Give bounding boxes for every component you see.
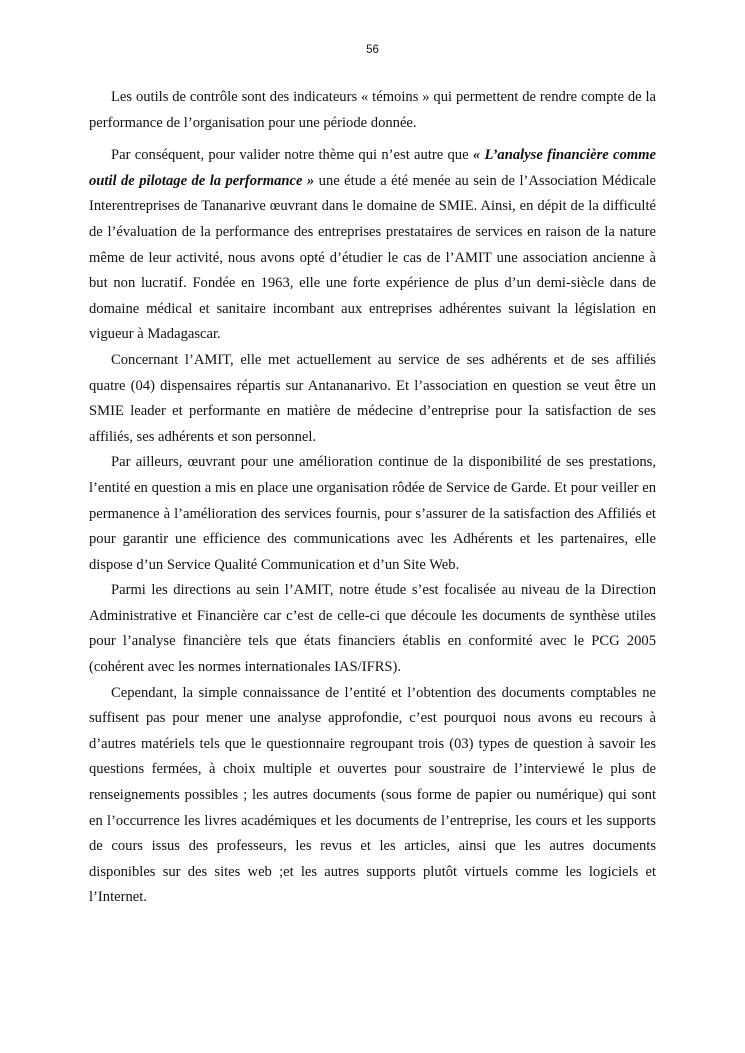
page-number: 56 — [366, 44, 379, 56]
paragraph-services: Par ailleurs, œuvrant pour une amélioration continue de la disponibilité de ses prestations, l’entité en question a mis en place une organisation rôdée de Service de Garde. Et pour veiller en permanence à l’amélioration des services fournis, pour s’assurer de la satisfaction des Affiliés et pour garantir une efficience des communications avec les Adhérents et les partenaires, elle dispose d’un Service Qualité Communication et d’un Site Web. — [89, 454, 656, 573]
paragraph-theme — [89, 143, 656, 348]
paragraph-direction: Parmi les directions au sein l’AMIT, notre étude s’est focalisée au niveau de la Direction Administrative et Financière car c’est de celle-ci que découle les documents de synthèse utiles pour l’analyse financière tels que états financiers établis en conformité avec le PCG 2005 (cohérent avec les normes internationales IAS/IFRS). — [89, 582, 656, 676]
paragraph-amit: Concernant l’AMIT, elle met actuellement au service de ses adhérents et de ses affiliés quatre (04) dispensaires répartis sur Antananarivo. Et l’association en question se veut être un SMIE leader et performante en matière de médecine d’entreprise pour la satisfaction de ses affiliés, ses adhérents et son personnel. — [89, 351, 656, 445]
paragraph-materials: Cependant, la simple connaissance de l’entité et l’obtention des documents comptables ne suffisent pas pour mener une analyse approfondie, c’est pourquoi nous avons eu recours à d’autres matériels tels que le questionnaire regroupant trois (03) types de question à savoir les questions fermées, à choix multiple et ouvertes pour soustraire de l’interviewé le plus de renseignements possibles ; les autres documents (sous forme de papier ou numérique) qui sont en l’occurrence les livres académiques et les documents de l’entreprise, les cours et les supports de cours issus des professeurs, les revus et les articles, ainsi que les autres documents disponibles sur des sites web ;et les autres supports plutôt virtuels comme les logiciels et l’Internet. — [89, 684, 656, 906]
thesis-title: « L’analyse financière comme outil de pilotage de la performance » — [89, 147, 656, 189]
paragraph-theme-lead: Par conséquent, pour valider notre thème qui n’est autre que — [111, 147, 473, 164]
paragraph-intro: Les outils de contrôle sont des indicateurs « témoins » qui permettent de rendre compte de la performance de l’organisation pour une période donnée. — [89, 89, 656, 131]
document-body — [89, 85, 656, 911]
paragraph-theme-rest: une étude a été menée au sein de l’Association Médicale Interentreprises de Tananarive œuvrant dans le domaine de SMIE. Ainsi, en dépit de la difficulté de l’évaluation de la performance des entreprises prestataires de services en raison de la nature même de leur activité, nous avons opté d’étudier le cas de l’AMIT une association ancienne à but non lucratif. Fondée en 1963, elle une forte expérience de plus d’un demi-siècle dans de domaine médical et sanitaire incombant aux entreprises adhérentes suivant la législation en vigueur à Madagascar. — [89, 172, 656, 343]
